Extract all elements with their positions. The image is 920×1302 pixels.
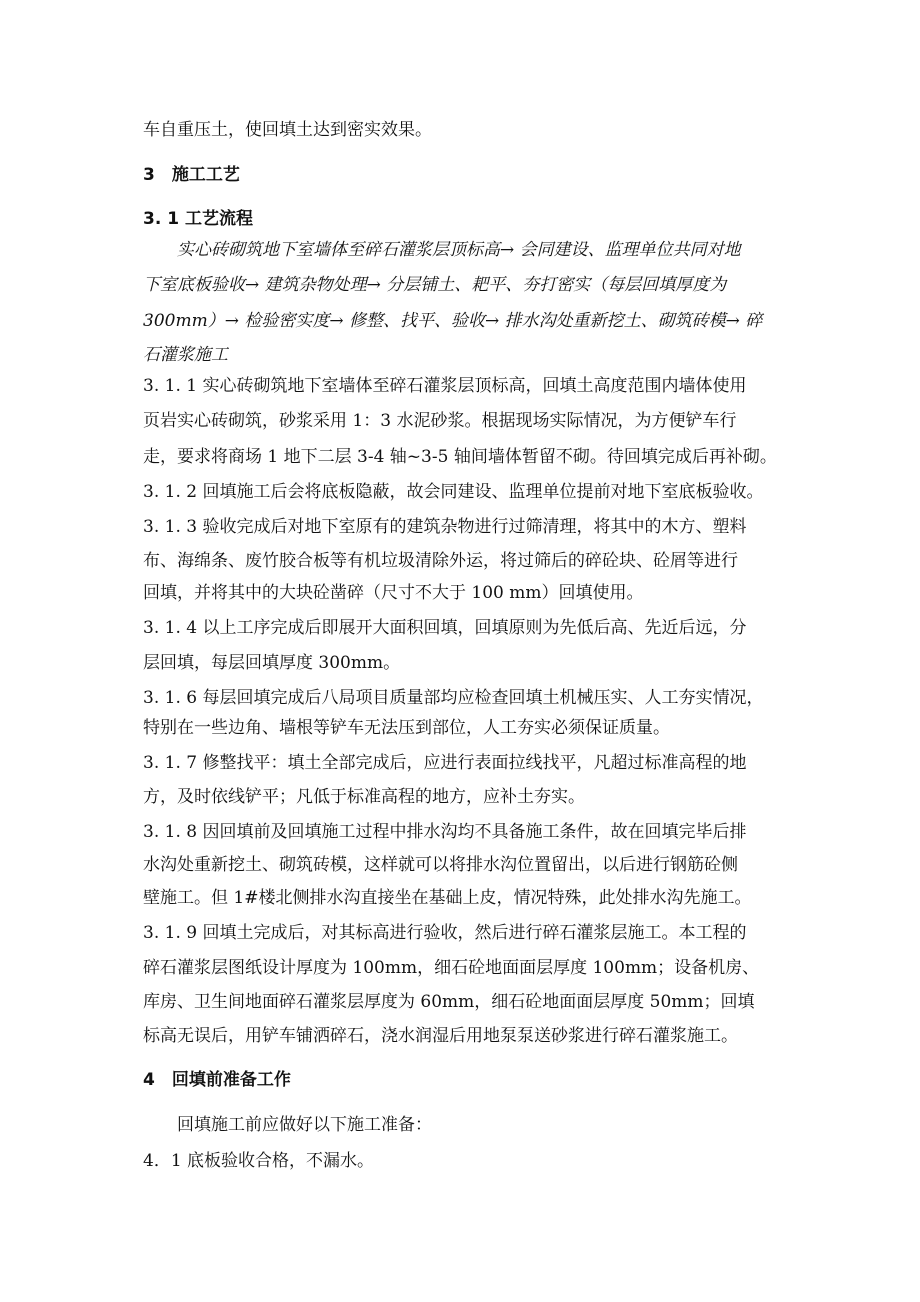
paragraph-line: 库房、卫生间地面碎石灌浆层厚度为 60mm，细石砼地面面层厚度 50mm；回填 — [143, 992, 755, 1012]
paragraph-line: 壁施工。但 1#楼北侧排水沟直接坐在基础上皮，情况特殊，此处排水沟先施工。 — [143, 888, 752, 908]
paragraph-line: 回填施工前应做好以下施工准备： — [177, 1115, 432, 1135]
subsection-heading-3-1: 3. 1 工艺流程 — [143, 209, 253, 229]
paragraph-line: 水沟处重新挖土、砌筑砖模，这样就可以将排水沟位置留出，以后进行钢筋砼侧 — [143, 855, 738, 875]
process-flow-line: 下室底板验收→ 建筑杂物处理→ 分层铺土、耙平、夯打密实（每层回填厚度为 — [143, 275, 727, 295]
section-heading-4: 4 回填前准备工作 — [143, 1070, 291, 1090]
paragraph-line: 层回填，每层回填厚度 300mm。 — [143, 653, 401, 673]
paragraph-line: 走，要求将商场 1 地下二层 3-4 轴~3-5 轴间墙体暂留不砌。待回填完成后再补砌。 — [143, 447, 777, 467]
paragraph-line: 3. 1. 2 回填施工后会将底板隐蔽，故会同建设、监理单位提前对地下室底板验收。 — [143, 482, 764, 502]
paragraph-line: 碎石灌浆层图纸设计厚度为 100mm，细石砼地面面层厚度 100mm；设备机房、 — [143, 958, 760, 978]
process-flow-line: 实心砖砌筑地下室墙体至碎石灌浆层顶标高→ 会同建设、监理单位共同对地 — [177, 240, 741, 260]
paragraph-line: 3. 1. 3 验收完成后对地下室原有的建筑杂物进行过筛清理，将其中的木方、塑料 — [143, 517, 747, 537]
section-heading-3: 3 施工工艺 — [143, 165, 240, 185]
paragraph-line: 3. 1. 9 回填土完成后，对其标高进行验收，然后进行碎石灌浆层施工。本工程的 — [143, 923, 747, 943]
paragraph-line: 标高无误后，用铲车铺洒碎石，浇水润湿后用地泵泵送砂浆进行碎石灌浆施工。 — [143, 1026, 738, 1046]
paragraph-line: 布、海绵条、废竹胶合板等有机垃圾清除外运，将过筛后的碎砼块、砼屑等进行 — [143, 551, 738, 571]
paragraph-line: 3. 1. 1 实心砖砌筑地下室墙体至碎石灌浆层顶标高，回填土高度范围内墙体使用 — [143, 376, 747, 396]
paragraph-line: 3. 1. 7 修整找平：填土全部完成后，应进行表面拉线找平，凡超过标准高程的地 — [143, 753, 747, 773]
paragraph-line: 3. 1. 8 因回填前及回填施工过程中排水沟均不具备施工条件，故在回填完毕后排 — [143, 822, 747, 842]
paragraph-line: 方，及时依线铲平；凡低于标准高程的地方，应补土夯实。 — [143, 787, 585, 807]
paragraph-continuation: 车自重压土，使回填土达到密实效果。 — [143, 120, 432, 140]
paragraph-line: 特别在一些边角、墙根等铲车无法压到部位，人工夯实必须保证质量。 — [143, 718, 670, 738]
paragraph-line: 3. 1. 4 以上工序完成后即展开大面积回填，回填原则为先低后高、先近后远，分 — [143, 618, 747, 638]
paragraph-line: 回填，并将其中的大块砼凿碎（尺寸不大于 100 mm）回填使用。 — [143, 583, 644, 603]
paragraph-line: 3. 1. 6 每层回填完成后八局项目质量部均应检查回填土机械压实、人工夯实情况， — [143, 688, 764, 708]
paragraph-line: 4．1 底板验收合格，不漏水。 — [143, 1151, 375, 1171]
process-flow-line: 石灌浆施工 — [143, 345, 228, 365]
process-flow-line: 300mm）→ 检验密实度→ 修整、找平、验收→ 排水沟处重新挖土、砌筑砖模→ 碎 — [143, 311, 763, 331]
paragraph-line: 页岩实心砖砌筑，砂浆采用 1：3 水泥砂浆。根据现场实际情况，为方便铲车行 — [143, 411, 737, 431]
